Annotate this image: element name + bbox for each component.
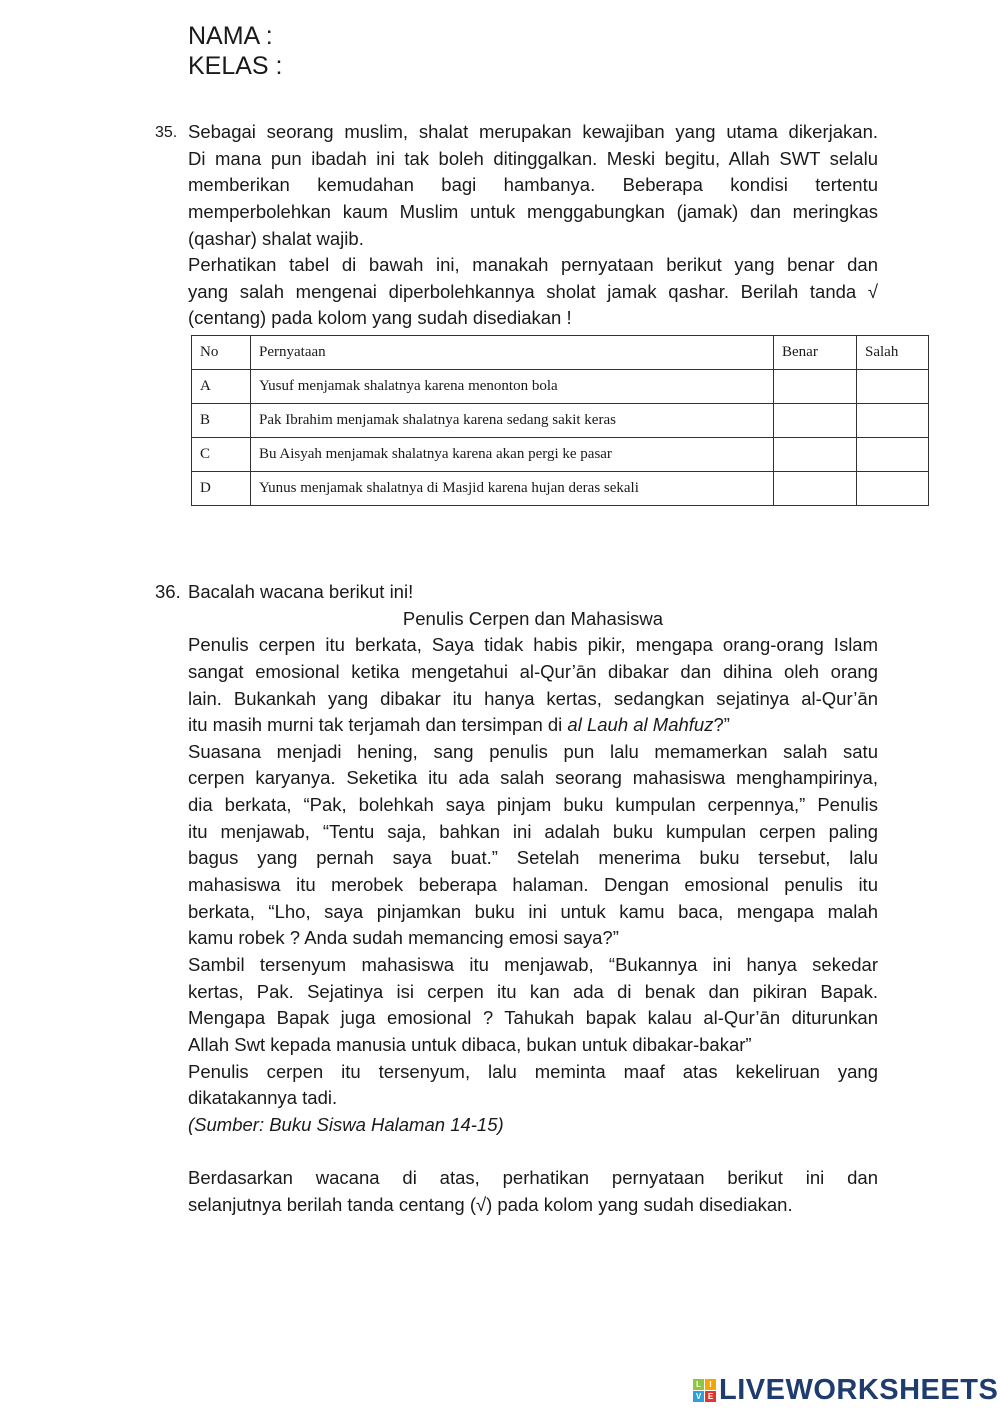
text-line: memperbolehkan kaum Muslim untuk menggabungkan (jamak) dan meringkas bbox=[188, 200, 878, 222]
text-line bbox=[188, 712, 878, 739]
true-checkbox-cell[interactable] bbox=[774, 404, 857, 438]
text-line: cerpen karyanya. Seketika itu ada salah seorang mahasiswa menghampirinya, bbox=[188, 767, 878, 789]
italic-text: al Lauh al Mahfuz bbox=[567, 714, 714, 736]
true-checkbox-cell[interactable] bbox=[774, 438, 857, 472]
name-label: NAMA : bbox=[188, 22, 273, 50]
text-line: Penulis cerpen itu tersenyum, lalu meminta maaf atas kekeliruan yang bbox=[188, 1060, 878, 1082]
row-statement: Pak Ibrahim menjamak shalatnya karena sedang sakit keras bbox=[251, 404, 774, 438]
text-line: Sebagai seorang muslim, shalat merupakan kewajiban yang utama dikerjakan. bbox=[188, 121, 878, 142]
text-line: Sambil tersenyum mahasiswa itu menjawab, “Bukannya ini hanya sekedar bbox=[188, 953, 878, 975]
table-row bbox=[192, 370, 929, 404]
false-checkbox-cell[interactable] bbox=[857, 438, 929, 472]
text-line bbox=[188, 1138, 878, 1165]
table-row bbox=[192, 438, 929, 472]
text-line: Bacalah wacana berikut ini! bbox=[188, 581, 414, 602]
logo-letter-e: E bbox=[705, 1391, 716, 1402]
text-line: Allah Swt kepada manusia untuk dibaca, bukan untuk dibakar-bakar” bbox=[188, 1033, 752, 1055]
row-no: C bbox=[192, 438, 251, 472]
text-line: (qashar) shalat wajib. bbox=[188, 227, 364, 249]
text-line: Berdasarkan wacana di atas, perhatikan pernyataan berikut ini dan bbox=[188, 1167, 878, 1189]
header-true: Benar bbox=[774, 336, 857, 370]
text-line: berkata, “Lho, saya pinjamkan buku ini untuk kamu baca, mengapa malah bbox=[188, 900, 878, 922]
text-line: Penulis cerpen itu berkata, Saya tidak habis pikir, mengapa orang-orang Islam bbox=[188, 634, 878, 656]
text-line: Suasana menjadi hening, sang penulis pun lalu memamerkan salah satu bbox=[188, 740, 878, 762]
logo-squares-icon bbox=[693, 1379, 716, 1402]
text-line: yang salah mengenai diperbolehkannya sholat jamak qashar. Berilah tanda √ bbox=[188, 280, 878, 302]
logo-letter-i: I bbox=[705, 1379, 716, 1390]
text-line: memberikan kemudahan bagi hambanya. Beberapa kondisi tertentu bbox=[188, 174, 878, 196]
table-header-row bbox=[192, 336, 929, 370]
text-line: mahasiswa itu merobek beberapa halaman. Dengan emosional penulis itu bbox=[188, 874, 878, 896]
header-false: Salah bbox=[857, 336, 929, 370]
text-line: kamu robek ? Anda sudah memancing emosi saya?” bbox=[188, 927, 619, 949]
text-line: Perhatikan tabel di bawah ini, manakah pernyataan berikut yang benar dan bbox=[188, 254, 878, 276]
question-35-text bbox=[188, 119, 878, 332]
text-line: Mengapa Bapak juga emosional ? Tahukah bapak kalau al-Qur’ān diturunkan bbox=[188, 1007, 878, 1029]
false-checkbox-cell[interactable] bbox=[857, 404, 929, 438]
statement-table bbox=[191, 335, 929, 506]
text-line: selanjutnya berilah tanda centang (√) pada kolom yang sudah disediakan. bbox=[188, 1193, 793, 1215]
text-line: sangat emosional ketika mengetahui al-Qur’ān dibakar dan dihina oleh orang bbox=[188, 660, 878, 682]
liveworksheets-logo bbox=[693, 1374, 998, 1407]
text-line: itu menjawab, “Tentu saja, bahkan ini adalah buku kumpulan cerpen paling bbox=[188, 820, 878, 842]
question-35-number: 35. bbox=[155, 124, 178, 141]
row-no: B bbox=[192, 404, 251, 438]
table-row bbox=[192, 472, 929, 506]
logo-letter-v: V bbox=[693, 1391, 704, 1402]
question-36-text bbox=[188, 579, 878, 1218]
text-line: (centang) pada kolom yang sudah disediakan ! bbox=[188, 307, 572, 329]
text-line: dia berkata, “Pak, bolehkah saya pinjam buku kumpulan cerpennya,” Penulis bbox=[188, 794, 878, 816]
row-no: A bbox=[192, 370, 251, 404]
italic-text: (Sumber: Buku Siswa Halaman 14-15) bbox=[188, 1113, 504, 1135]
false-checkbox-cell[interactable] bbox=[857, 370, 929, 404]
logo-letter-l: L bbox=[693, 1379, 704, 1390]
true-checkbox-cell[interactable] bbox=[774, 472, 857, 506]
row-statement: Bu Aisyah menjamak shalatnya karena akan pergi ke pasar bbox=[251, 438, 774, 472]
row-statement: Yusuf menjamak shalatnya karena menonton bola bbox=[251, 370, 774, 404]
header-no: No bbox=[192, 336, 251, 370]
row-statement: Yunus menjamak shalatnya di Masjid karena hujan deras sekali bbox=[251, 472, 774, 506]
text-line: dikatakannya tadi. bbox=[188, 1087, 338, 1109]
text-line bbox=[188, 1112, 878, 1139]
table-row bbox=[192, 404, 929, 438]
text-line: Di mana pun ibadah ini tak boleh ditinggalkan. Meski begitu, Allah SWT selalu bbox=[188, 147, 878, 169]
text-line: Penulis Cerpen dan Mahasiswa bbox=[402, 607, 664, 629]
false-checkbox-cell[interactable] bbox=[857, 472, 929, 506]
class-label: KELAS : bbox=[188, 52, 283, 80]
row-no: D bbox=[192, 472, 251, 506]
text-line: kertas, Pak. Sejatinya isi cerpen itu kan ada di benak dan pikiran Bapak. bbox=[188, 980, 878, 1002]
text-segment: ?” bbox=[713, 714, 730, 736]
true-checkbox-cell[interactable] bbox=[774, 370, 857, 404]
header-statement: Pernyataan bbox=[251, 336, 774, 370]
text-line: lain. Bukankah yang dibakar itu hanya kertas, sedangkan sejatinya al-Qur’ān bbox=[188, 687, 878, 709]
logo-text: LIVEWORKSHEETS bbox=[719, 1374, 999, 1406]
question-36-number: 36. bbox=[155, 581, 181, 602]
text-segment: itu masih murni tak terjamah dan tersimpan di bbox=[188, 714, 568, 736]
text-line: bagus yang pernah saya buat.” Setelah menerima buku tersebut, lalu bbox=[188, 847, 878, 869]
